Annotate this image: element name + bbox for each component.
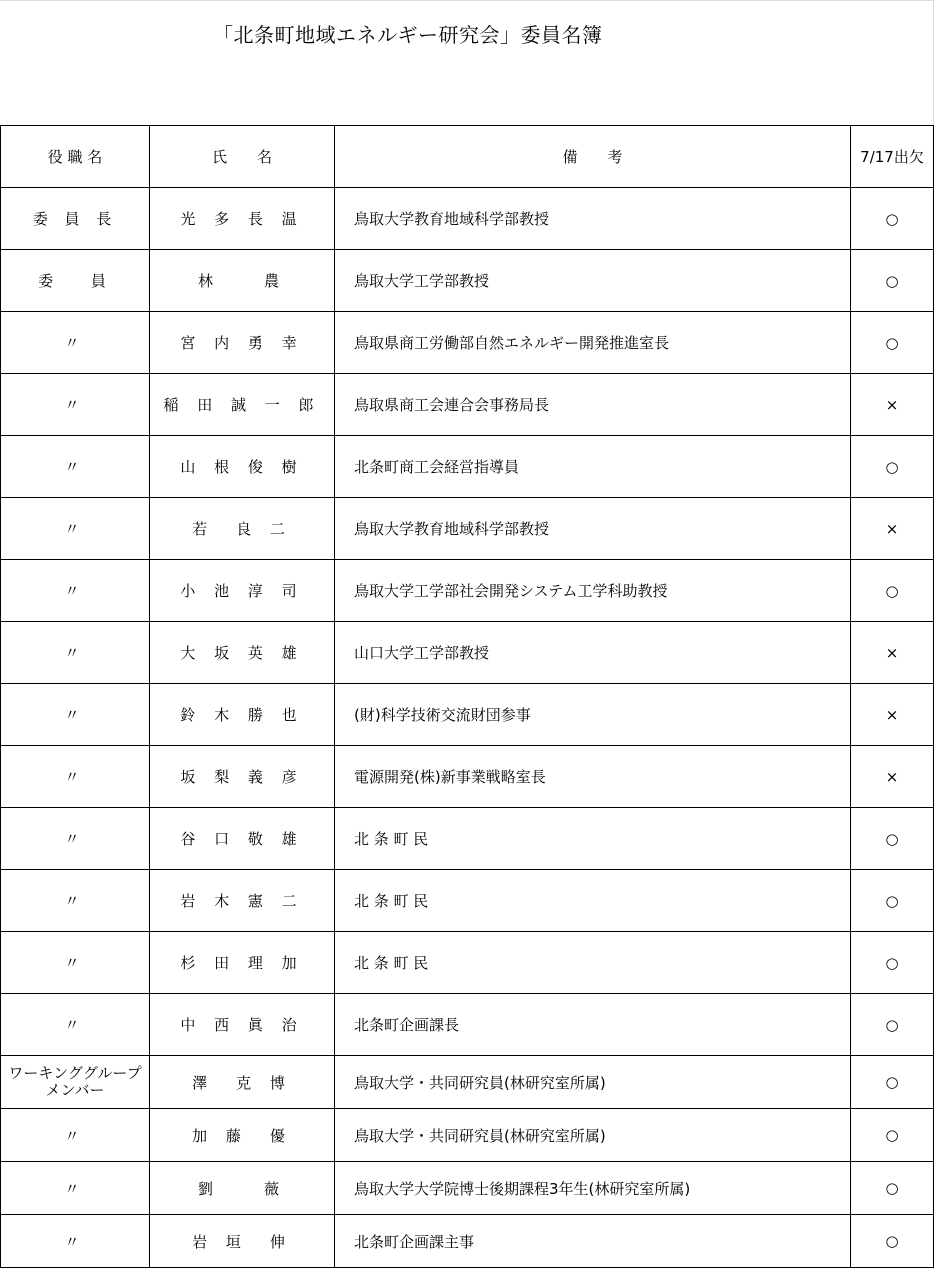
attendance-cell: ○	[851, 1056, 934, 1109]
attendance-cell: ○	[851, 188, 934, 250]
attendance-cell: ×	[851, 684, 934, 746]
name-cell: 岩 垣 伸	[150, 1215, 335, 1268]
table-row	[1, 932, 934, 994]
note-cell: 鳥取県商工会連合会事務局長	[335, 374, 851, 436]
name-cell: 鈴 木 勝 也	[150, 684, 335, 746]
role-cell: 〃	[1, 374, 150, 436]
name-cell: 加 藤 優	[150, 1109, 335, 1162]
attendance-cell: ○	[851, 560, 934, 622]
attendance-cell: ○	[851, 932, 934, 994]
name-cell: 岩 木 憲 二	[150, 870, 335, 932]
note-cell: 北 条 町 民	[335, 870, 851, 932]
role-cell: 〃	[1, 746, 150, 808]
name-cell: 林 農	[150, 250, 335, 312]
attendance-cell: ○	[851, 1162, 934, 1215]
member-roster-table	[0, 125, 934, 1268]
name-cell: 若 良 二	[150, 498, 335, 560]
name-cell: 劉 薇	[150, 1162, 335, 1215]
name-cell: 谷 口 敬 雄	[150, 808, 335, 870]
attendance-cell: ×	[851, 374, 934, 436]
role-cell: 〃	[1, 932, 150, 994]
table-row	[1, 1162, 934, 1215]
role-cell: 〃	[1, 312, 150, 374]
table-row	[1, 436, 934, 498]
header-role: 役 職 名	[1, 126, 150, 188]
name-cell: 坂 梨 義 彦	[150, 746, 335, 808]
table-row	[1, 870, 934, 932]
note-cell: (財)科学技術交流財団参事	[335, 684, 851, 746]
table-row	[1, 684, 934, 746]
attendance-cell: ×	[851, 622, 934, 684]
note-cell: 北条町商工会経営指導員	[335, 436, 851, 498]
table-row	[1, 560, 934, 622]
role-cell: 〃	[1, 436, 150, 498]
header-note: 備 考	[335, 126, 851, 188]
table-row	[1, 746, 934, 808]
attendance-cell: ○	[851, 436, 934, 498]
role-cell: 〃	[1, 808, 150, 870]
role-cell: 委 員	[1, 250, 150, 312]
note-cell: 鳥取大学工学部教授	[335, 250, 851, 312]
attendance-cell: ○	[851, 1215, 934, 1268]
note-cell: 北 条 町 民	[335, 932, 851, 994]
page-title: 「北条町地域エネルギー研究会」委員名簿	[213, 23, 603, 47]
role-cell: ワーキンググループ メンバー	[1, 1056, 150, 1109]
role-cell: 〃	[1, 498, 150, 560]
note-cell: 北条町企画課長	[335, 994, 851, 1056]
table-body	[1, 188, 934, 1268]
role-cell: 委 員 長	[1, 188, 150, 250]
note-cell: 北条町企画課主事	[335, 1215, 851, 1268]
attendance-cell: ○	[851, 994, 934, 1056]
role-cell: 〃	[1, 622, 150, 684]
name-cell: 宮 内 勇 幸	[150, 312, 335, 374]
role-cell: 〃	[1, 994, 150, 1056]
role-cell: 〃	[1, 1109, 150, 1162]
note-cell: 鳥取県商工労働部自然エネルギー開発推進室長	[335, 312, 851, 374]
note-cell: 鳥取大学工学部社会開発システム工学科助教授	[335, 560, 851, 622]
note-cell: 鳥取大学・共同研究員(林研究室所属)	[335, 1056, 851, 1109]
note-cell: 鳥取大学大学院博士後期課程3年生(林研究室所属)	[335, 1162, 851, 1215]
table-row	[1, 808, 934, 870]
table-row	[1, 374, 934, 436]
role-cell: 〃	[1, 560, 150, 622]
header-name: 氏 名	[150, 126, 335, 188]
name-cell: 大 坂 英 雄	[150, 622, 335, 684]
note-cell: 鳥取大学教育地域科学部教授	[335, 498, 851, 560]
table-row	[1, 312, 934, 374]
table-row	[1, 1109, 934, 1162]
note-cell: 北 条 町 民	[335, 808, 851, 870]
table-row	[1, 1056, 934, 1109]
attendance-cell: ○	[851, 250, 934, 312]
table-row	[1, 994, 934, 1056]
note-cell: 山口大学工学部教授	[335, 622, 851, 684]
name-cell: 澤 克 博	[150, 1056, 335, 1109]
name-cell: 小 池 淳 司	[150, 560, 335, 622]
note-cell: 電源開発(株)新事業戦略室長	[335, 746, 851, 808]
attendance-cell: ○	[851, 312, 934, 374]
name-cell: 杉 田 理 加	[150, 932, 335, 994]
note-cell: 鳥取大学・共同研究員(林研究室所属)	[335, 1109, 851, 1162]
name-cell: 中 西 眞 治	[150, 994, 335, 1056]
attendance-cell: ×	[851, 746, 934, 808]
name-cell: 光 多 長 温	[150, 188, 335, 250]
note-cell: 鳥取大学教育地域科学部教授	[335, 188, 851, 250]
table-header-row	[1, 126, 934, 188]
name-cell: 山 根 俊 樹	[150, 436, 335, 498]
attendance-cell: ×	[851, 498, 934, 560]
attendance-cell: ○	[851, 808, 934, 870]
role-cell: 〃	[1, 870, 150, 932]
attendance-cell: ○	[851, 1109, 934, 1162]
role-cell: 〃	[1, 684, 150, 746]
attendance-cell: ○	[851, 870, 934, 932]
header-attendance: 7/17出欠	[851, 126, 934, 188]
role-cell: 〃	[1, 1162, 150, 1215]
table-row	[1, 622, 934, 684]
table-row	[1, 498, 934, 560]
role-cell: 〃	[1, 1215, 150, 1268]
table-row	[1, 1215, 934, 1268]
table-row	[1, 250, 934, 312]
table-row	[1, 188, 934, 250]
name-cell: 稲 田 誠 一 郎	[150, 374, 335, 436]
